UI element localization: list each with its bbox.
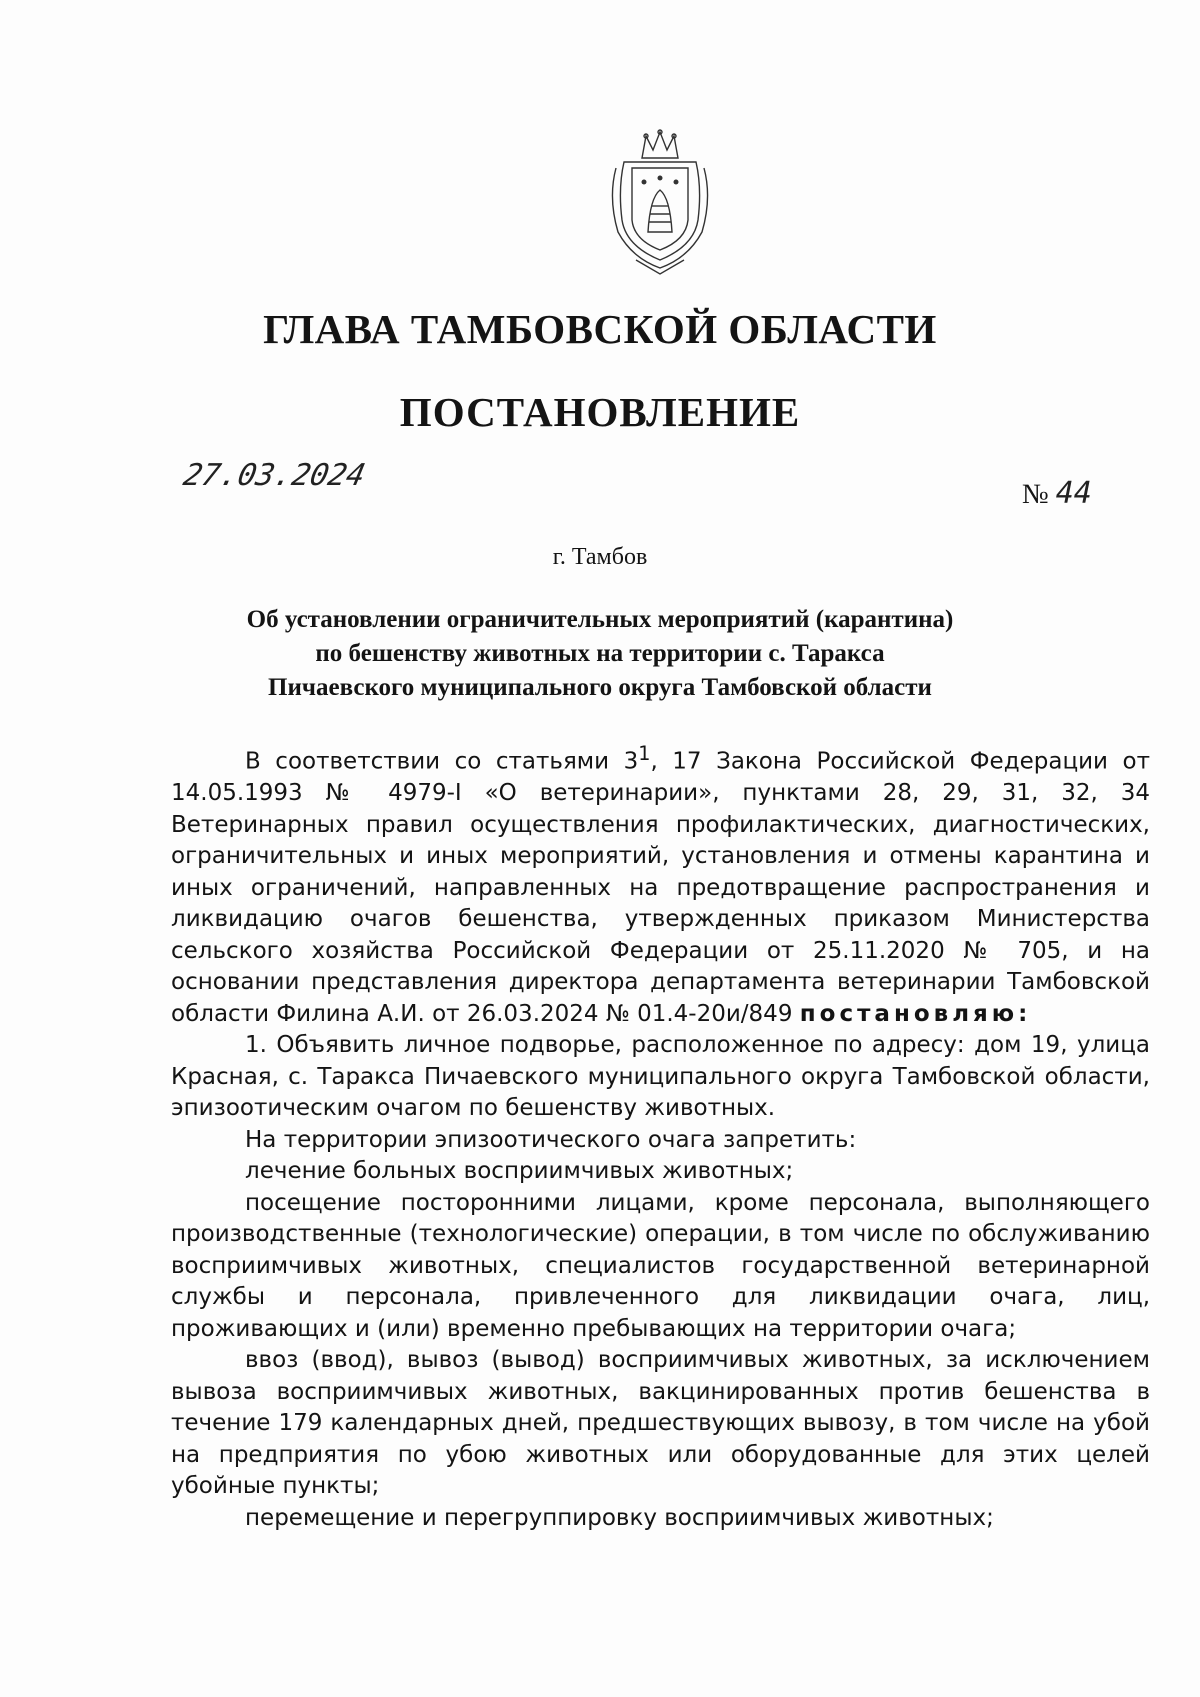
body-paragraph: посещение посторонними лицами, кроме персонала, выполняющего производственные (технологические) операции, в том числе по обслуживанию восприимчивых животных, специалистов государственной ветеринарной службы и персонала, привлеченного для ликвидации очага, лиц, проживающих и (или) временно пребывающих на территории очага;: [171, 1189, 1150, 1342]
title-line: Об установлении ограничительных мероприятий (карантина): [246, 606, 954, 633]
document-title: [160, 603, 1040, 705]
decree-word: постановляю:: [799, 1000, 1032, 1027]
document-date: 27.03.2024: [180, 458, 369, 493]
body-paragraph: На территории эпизоотического очага запретить:: [245, 1126, 857, 1153]
preamble-text: В соответствии со статьями 3: [245, 748, 639, 775]
preamble-paragraph: [171, 738, 1150, 1030]
body-paragraph: лечение больных восприимчивых животных;: [245, 1158, 794, 1185]
title-line: по бешенству животных на территории с. Таракса: [315, 640, 885, 667]
body-paragraph: 1. Объявить личное подворье, расположенное по адресу: дом 19, улица Красная, с. Таракса Пичаевского муниципального округа Тамбовской области, эпизоотическим очагом по бешенству животных.: [171, 1032, 1150, 1122]
document-number: [1022, 476, 1092, 511]
number-value: 44: [1055, 476, 1092, 511]
body-paragraph: перемещение и перегруппировку восприимчивых животных;: [245, 1504, 994, 1531]
body-paragraph: ввоз (ввод), вывоз (вывод) восприимчивых животных, за исключением вывоза восприимчивых животных, вакцинированных против бешенства в течение 179 календарных дней, предшествующих вывозу, в том числе на убой на предприятия по убою животных или оборудованные для этих целей убойные пункты;: [171, 1347, 1150, 1500]
preamble-text-continued: , 17 Закона Российской Федерации от 14.05.1993 № 4979-I «О ветеринарии», пунктами 28, 29, 31, 32, 34 Ветеринарных правил осуществления профилактических, диагностических, ограничительных и иных мероприятий, установления и отмены карантина и иных ограничений, направленных на предотвращение распространения и ликвидацию очагов бешенства, утвержденных приказом Министерства сельского хозяйства Российской Федерации от 25.11.2020 № 705, и на основании представления директора департамента ветеринарии Тамбовской области Филина А.И. от 26.03.2024 № 01.4-20и/849: [171, 748, 1150, 1027]
document-type: ПОСТАНОВЛЕНИЕ: [399, 389, 801, 435]
coat-of-arms-emblem: [606, 128, 714, 276]
number-sign: №: [1022, 479, 1049, 510]
article-superscript: 1: [638, 742, 651, 765]
issuing-authority: ГЛАВА ТАМБОВСКОЙ ОБЛАСТИ: [263, 306, 937, 352]
city-label: г. Тамбов: [552, 544, 648, 570]
title-line: Пичаевского муниципального округа Тамбовской области: [268, 674, 932, 701]
document-body: [171, 738, 1150, 1534]
